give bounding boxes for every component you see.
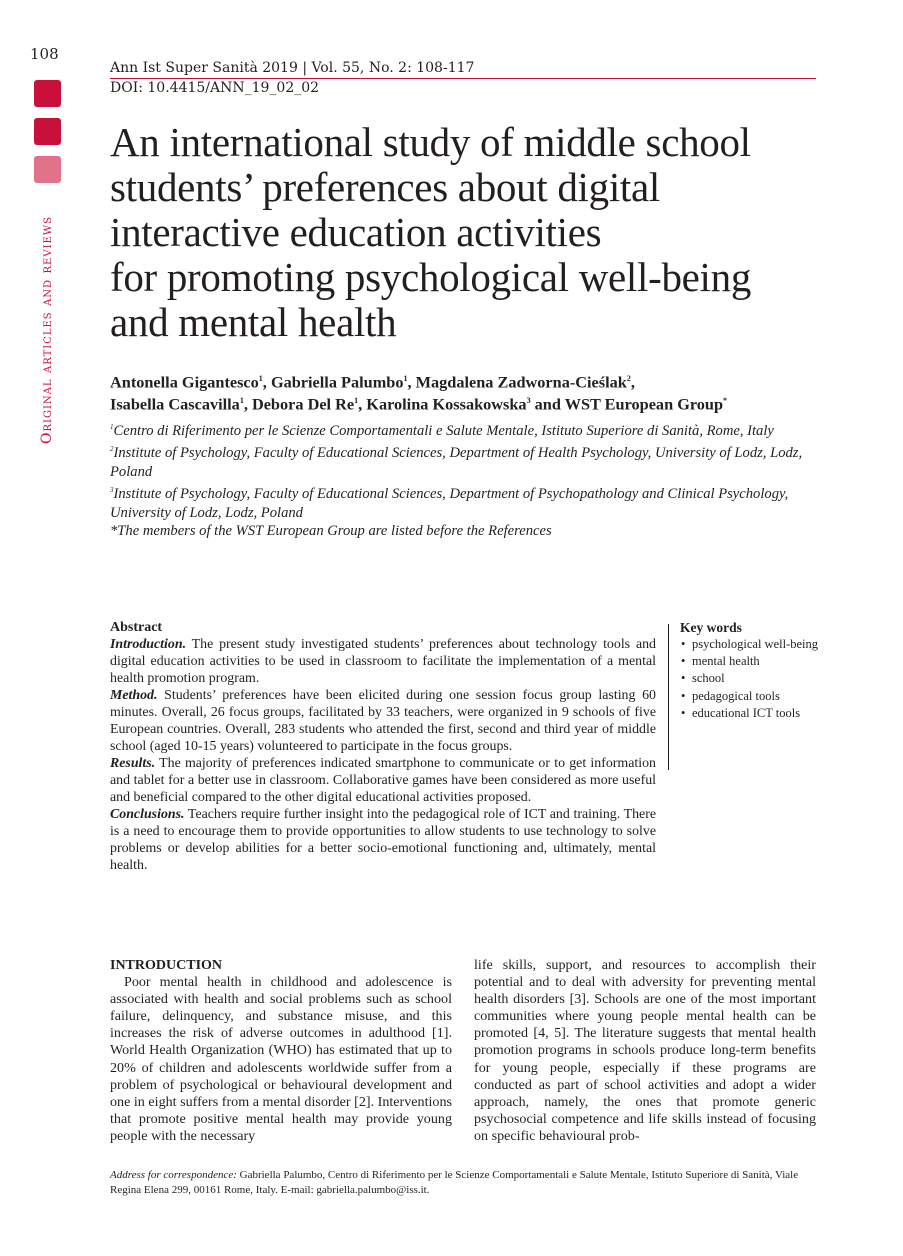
affiliation-text: Institute of Psychology, Faculty of Educational Sciences, Department of Health Psychology, University of Lodz, Lodz, Poland	[110, 445, 803, 480]
keywords	[680, 619, 840, 722]
affiliation-text: Centro di Riferimento per le Scienze Comportamentali e Salute Mentale, Istituto Superiore di Sanità, Rome, Italy	[113, 422, 774, 439]
affiliation-mark: 1	[354, 396, 359, 406]
affiliation-number: 1	[110, 423, 114, 431]
affiliations	[110, 418, 825, 541]
affiliation-mark: 3	[526, 396, 531, 406]
page-number: 108	[30, 45, 59, 63]
author-separator: ,	[262, 372, 271, 392]
body-column-left	[110, 957, 452, 1145]
abstract-section	[110, 806, 656, 874]
introduction-paragraph: Poor mental health in childhood and adolescence is associated with health and social problems such as school failure, delinquency, and substance misuse, and this increases the risk of adverse outcomes in adulthood [1]. World Health Organization (WHO) has estimated that up to 20% of children and adolescents worldwide suffer from a problem of psychological or behavioural development and one in eight suffers from a mental disorder [2]. Interventions that promote positive mental health may provide young people with the necessary	[110, 974, 452, 1144]
abstract-section-text: Students’ preferences have been elicited during one session focus group lasting 60 minutes. Overall, 26 focus groups, facilitated by 33 teachers, were organized in 9 schools of five European countries. Overall, 283 students who attended the first, second and third year of middle school (aged 10-15 years) volunteered to participate in the focus groups.	[110, 688, 656, 754]
author-separator: ,	[630, 372, 635, 392]
keyword-item: • educational ICT tools	[680, 705, 840, 722]
keywords-divider	[668, 624, 669, 770]
author-name: Isabella Cascavilla	[110, 394, 240, 414]
affiliation-number: 3	[110, 486, 114, 495]
author-separator: ,	[243, 394, 252, 414]
abstract-section	[110, 636, 656, 687]
author-separator: and	[530, 394, 565, 414]
abstract-section-label: Results.	[110, 756, 156, 771]
body-column-right	[474, 957, 816, 1145]
author-separator: ,	[407, 372, 416, 392]
title-line: An international study of middle school	[110, 119, 751, 165]
affiliation-number: 2	[110, 445, 114, 454]
author-list	[110, 369, 825, 414]
author-separator: ,	[358, 394, 367, 414]
article-title	[110, 120, 830, 345]
journal-citation: Ann Ist Super Sanità 2019 | Vol. 55, No. 2: 108-117	[110, 60, 475, 76]
abstract-section	[110, 755, 656, 806]
author-name: Antonella Gigantesco	[110, 372, 259, 392]
affiliation-mark: *	[723, 396, 728, 406]
keyword-item: • pedagogical tools	[680, 688, 840, 705]
introduction-paragraph-continued: life skills, support, and resources to accomplish their potential and to deal with adversity for preventing mental health disorders [3]. Schools are one of the most important communities where young people mental health can be promoted [4, 5]. The literature suggests that mental health promotion programs in schools produce long-term benefits for young people, especially if these programs are conducted as part of school activities and adopt a wider approach, namely, the ones that promote generic psychosocial competence and life skills instead of focusing on specific behavioural prob-	[474, 957, 816, 1144]
abstract-heading: Abstract	[110, 620, 163, 635]
affiliation-text: Institute of Psychology, Faculty of Educational Sciences, Department of Psychopathology and Clinical Psychology, University of Lodz, Lodz, Poland	[110, 486, 789, 521]
section-marker-square	[34, 156, 61, 183]
section-marker-square	[34, 118, 61, 145]
author-name: Karolina Kossakowska	[366, 394, 527, 414]
section-marker-square	[34, 80, 61, 107]
affiliation-mark: 1	[239, 396, 244, 406]
abstract	[110, 619, 656, 874]
header-rule	[110, 78, 816, 79]
abstract-section-label: Method.	[110, 688, 158, 703]
footnote-label: Address for correspondence:	[110, 1169, 237, 1181]
affiliation	[110, 440, 825, 481]
abstract-section-text: Teachers require further insight into the pedagogical role of ICT and training. There is a need to encourage them to provide opportunities to allow students to use technology to solve problems or develop abilities for a better socio-emotional functioning and, ultimately, mental health.	[110, 807, 656, 873]
abstract-section-label: Conclusions.	[110, 807, 185, 822]
affiliation	[110, 418, 825, 440]
title-line: for promoting psychological well-being	[110, 254, 752, 300]
affiliation-mark: 2	[626, 374, 631, 383]
affiliation	[110, 481, 825, 522]
author-name: Magdalena Zadworna-Cieślak	[415, 372, 627, 392]
author-name: Gabriella Palumbo	[270, 372, 404, 392]
title-line: and mental health	[110, 299, 397, 345]
author-name: Debora Del Re	[251, 394, 355, 414]
correspondence-footnote	[110, 1168, 820, 1198]
keywords-list	[680, 636, 840, 722]
side-section-label-text: Original articles and reviews	[39, 216, 55, 444]
doi: DOI: 10.4415/ANN_19_02_02	[110, 80, 320, 96]
abstract-section	[110, 687, 656, 755]
introduction-heading: INTRODUCTION	[110, 958, 223, 973]
affiliation-mark: 1	[258, 374, 263, 383]
title-line: interactive education activities	[110, 209, 602, 255]
keyword-item: • school	[680, 670, 840, 687]
abstract-section-text: The present study investigated students’ preferences about technology tools and digital education activities to be used in classroom to facilitate the implementation of a mental health promotion program.	[110, 637, 656, 686]
group-note-text: *The members of the WST European Group are listed before the References	[110, 523, 552, 540]
keyword-item: • mental health	[680, 653, 840, 670]
title-line: students’ preferences about digital	[110, 164, 661, 210]
affiliation-mark: 1	[403, 374, 408, 383]
abstract-section-label: Introduction.	[110, 637, 187, 652]
author-name: WST European Group	[564, 394, 724, 414]
group-note	[110, 522, 825, 541]
keywords-heading: Key words	[680, 620, 742, 635]
footnote-text: Gabriella Palumbo, Centro di Riferimento per le Scienze Comportamentali e Salute Mentale, Istituto Superiore di Sanità, Viale Regina Elena 299, 00161 Rome, Italy. E-mail: gabriella.palumbo@iss.it.	[110, 1169, 799, 1196]
keyword-item: • psychological well-being	[680, 636, 840, 653]
abstract-section-text: The majority of preferences indicated smartphone to communicate or to get information and tablet for a better use in classroom. Collaborative games have been considered as more useful and beneficial compared to the other digital educational activities proposed.	[110, 756, 656, 805]
